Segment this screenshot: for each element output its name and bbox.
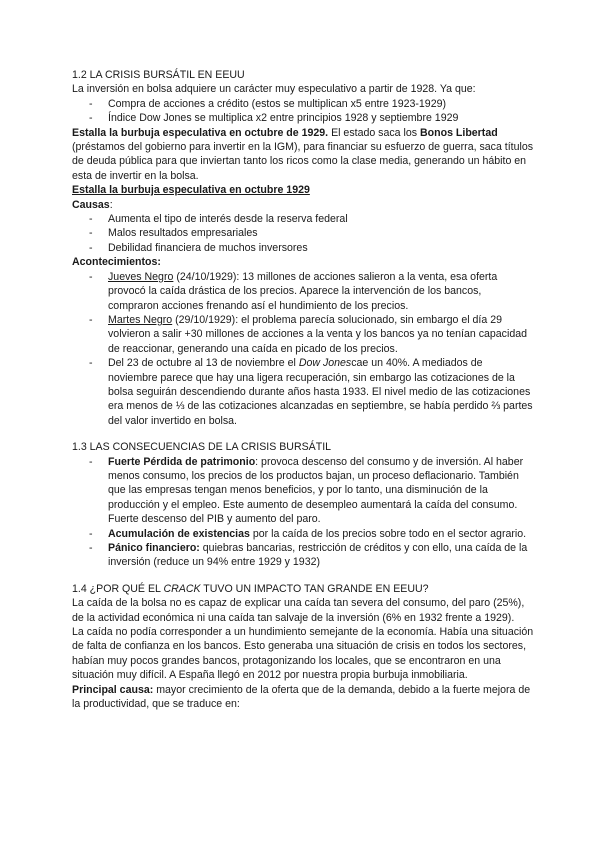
paragraph-principal-causa [72,683,534,712]
dow-jones-italic: Dow Jones [298,357,352,370]
acontecimientos-heading [72,255,534,269]
panico-label: Pánico financiero: [108,542,200,554]
list-item-martes-negro [72,313,534,356]
principal-causa-text: mayor crecimiento de la oferta que de la demanda, debido a la fuerte mejora de la productividad, que se traduce en: [72,683,531,711]
list-item [72,455,534,527]
jueves-negro-label: Jueves Negro [108,270,174,283]
section-heading-1-2: 1.2 LA CRISIS BURSÁTIL EN EEUU [72,69,245,81]
jueves-negro-text: (24/10/1929): 13 millones de acciones salieron a la venta, esa oferta provocó la caída drástica de los precios. Aparece la intervención de los bancos, compraron acciones frenando así el hundimiento de los precios. [108,270,498,312]
paragraph: La caída no podía corresponder a un hundimiento semejante de la economía. Había una situación de falta de confianza en los bancos. Esto generaba una situación de crisis en todos los sectores, habían muy pocos grandes bancos, protagonizando los locales, que se encontraron en una situación muy difícil. A España llegó en 2012 por nuestra propia burbuja inmobiliaria. [72,626,534,682]
octubre-text-cont: cae un 40%. A mediados de noviembre parece que hay una ligera recuperación, sin embargo las cotizaciones de la bolsa seguirán descendiendo durante años hasta 1933. El nivel medio de las cotizaciones era menos de ⅓ de las cotizaciones alcanzadas en septiembre, se había perdido ⅔ partes del valor invertido en bolsa. [108,357,533,427]
causas-list [72,212,534,255]
list-item [72,541,534,570]
bubble-text-cont: (préstamos del gobierno para invertir en la IGM), para financiar su esfuerzo de guerra, saca títulos de deuda pública para que inviertan tanto los ricos como la clase media, generando un hábito en esta de invertir en la bolsa. [72,141,534,182]
causas-label: Causas [72,198,110,211]
principal-causa-label: Principal causa: [72,683,154,696]
list-item: - Compra de acciones a crédito (estos se multiplican x5 entre 1923-1929) [72,97,534,111]
martes-negro-text: (29/10/1929): el problema parecía solucionado, sin embargo el día 29 volvieron a salir +30 millones de acciones a la venta y los bancos ya no tenían capacidad de reaccionar, generando una caída en picado de los precios. [108,313,528,355]
list-item-octubre [72,356,534,428]
list-item [72,527,534,541]
acontecimientos-label: Acontecimientos: [72,256,161,269]
list-item: - Malos resultados empresariales [72,226,534,240]
acontecimientos-list [72,270,534,428]
paragraph: La caída de la bolsa no es capaz de explicar una caída tan severa del consumo, del paro (25%), de la actividad económica ni una caída tan salvaje de la inversión (6% en 1932 frente a 1929). [72,597,525,624]
perdida-patrimonio-label: Fuerte Pérdida de patrimonio [108,455,256,468]
bonos-libertad: Bonos Libertad [420,126,498,139]
acumulacion-text: por la caída de los precios sobre todo en el sector agrario. [249,527,527,540]
list-item: - Aumenta el tipo de interés desde la reserva federal [72,212,534,226]
bubble-subheading [72,183,534,197]
crack-italic: CRACK [163,582,201,595]
bubble-text: El estado saca los [328,126,420,139]
perdida-patrimonio-text: : provoca descenso del consumo y de inversión. Al haber menos consumo, los precios de los productos bajan, un proceso deflacionario. También que las empresas tengan menos beneficios, y por lo tanto, una disminución de la producción y el empleo. Este aumento de desempleo aumentará la caída del consumo. Fuerte descenso del PIB y aumento del paro. [108,455,524,526]
panico-text: quiebras bancarias, restricción de créditos y con ello, una caída de la inversión (reduce un 94% entre 1929 y 1932) [108,542,528,569]
paragraph-intro: La inversión en bolsa adquiere un carácter muy especulativo a partir de 1928. Ya que: [72,83,476,96]
martes-negro-label: Martes Negro [108,313,173,326]
document-page [72,68,534,711]
acumulacion-label: Acumulación de existencias [108,527,250,540]
bubble-underlined: Estalla la burbuja especulativa en octubre 1929 [72,184,310,197]
section-heading-1-4: 1.4 ¿POR QUÉ EL CRACK TUVO UN IMPACTO TAN GRANDE EN EEUU? [72,582,429,595]
paragraph-bubble [72,126,534,184]
bubble-bold: Estalla la burbuja especulativa en octubre de 1929. [72,126,329,139]
section-heading-1-3: 1.3 LAS CONSECUENCIAS DE LA CRISIS BURSÁTIL [72,441,332,454]
causas-colon: : [109,198,113,211]
consecuencias-list [72,455,534,570]
octubre-text: Del 23 de octubre al 13 de noviembre el [108,357,299,370]
list-item-jueves-negro [72,270,534,313]
list-item: - Debilidad financiera de muchos inversores [72,241,534,255]
causas-heading [72,198,534,212]
list-item: - Índice Dow Jones se multiplica x2 entre principios 1928 y septiembre 1929 [72,111,534,125]
speculation-list [72,97,534,126]
